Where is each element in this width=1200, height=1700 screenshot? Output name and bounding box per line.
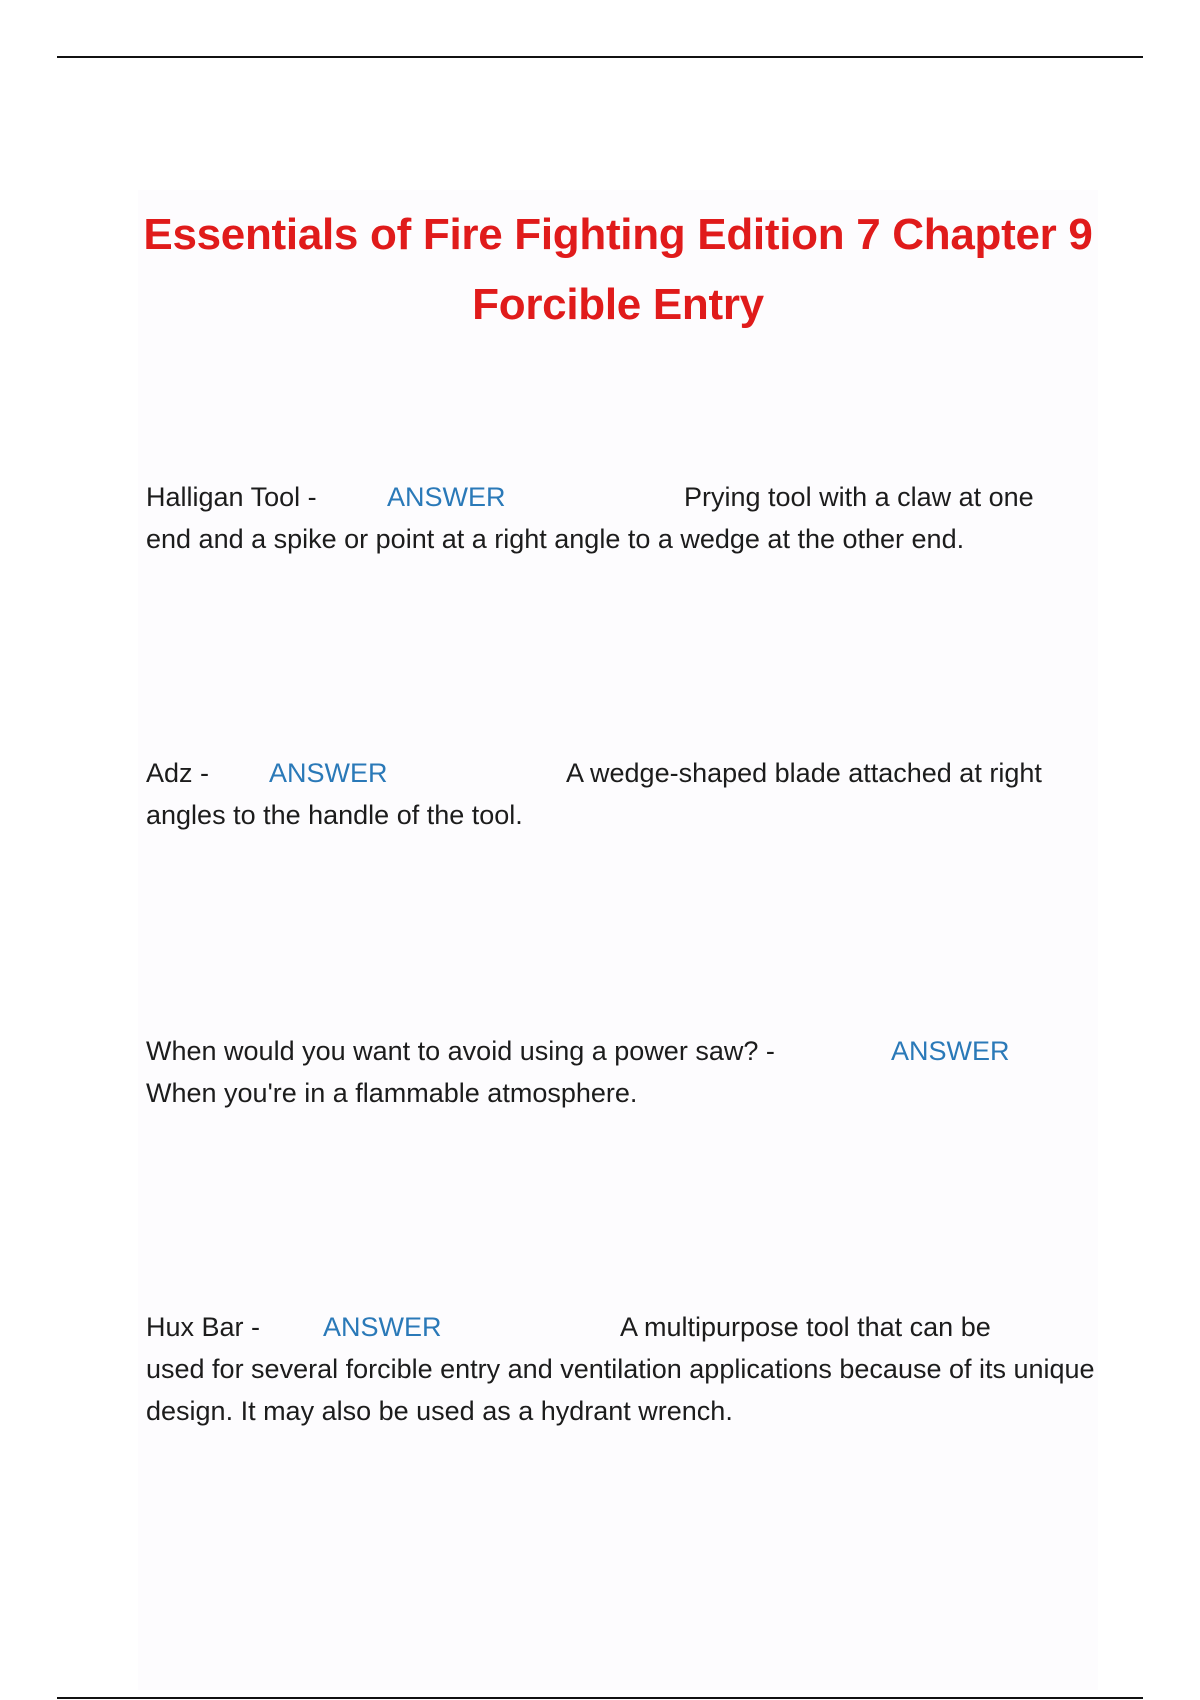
question-text: Hux Bar - [146,1312,261,1342]
qa-item-halligan-tool [146,476,1096,560]
answer-text-first: A multipurpose tool that can be [620,1312,991,1342]
document-title: Essentials of Fire Fighting Edition 7 Chapter 9 Forcible Entry [143,210,1093,329]
top-rule [57,56,1143,58]
question-text: Halligan Tool - [146,482,317,512]
answer-text-rest: When you're in a flammable atmosphere. [146,1078,638,1108]
question-text: When would you want to avoid using a power saw? - [146,1036,775,1066]
bottom-rule [57,1697,1143,1699]
qa-item-power-saw [146,1030,1096,1114]
answer-label: ANSWER [323,1312,442,1342]
qa-item-hux-bar [146,1306,1096,1432]
answer-text-rest: end and a spike or point at a right angle to a wedge at the other end. [146,524,965,554]
answer-text-rest: used for several forcible entry and ventilation applications because of its unique design. It may also be used as a hydrant wrench. [146,1354,1095,1426]
answer-label: ANSWER [387,482,506,512]
answer-text-first: A wedge-shaped blade attached at right [566,758,1042,788]
page-background [138,190,1098,1690]
answer-label: ANSWER [269,758,388,788]
answer-text-rest: angles to the handle of the tool. [146,800,523,830]
qa-item-adz [146,752,1096,836]
answer-label: ANSWER [891,1036,1010,1066]
question-text: Adz - [146,758,210,788]
answer-text-first: Prying tool with a claw at one [684,482,1034,512]
